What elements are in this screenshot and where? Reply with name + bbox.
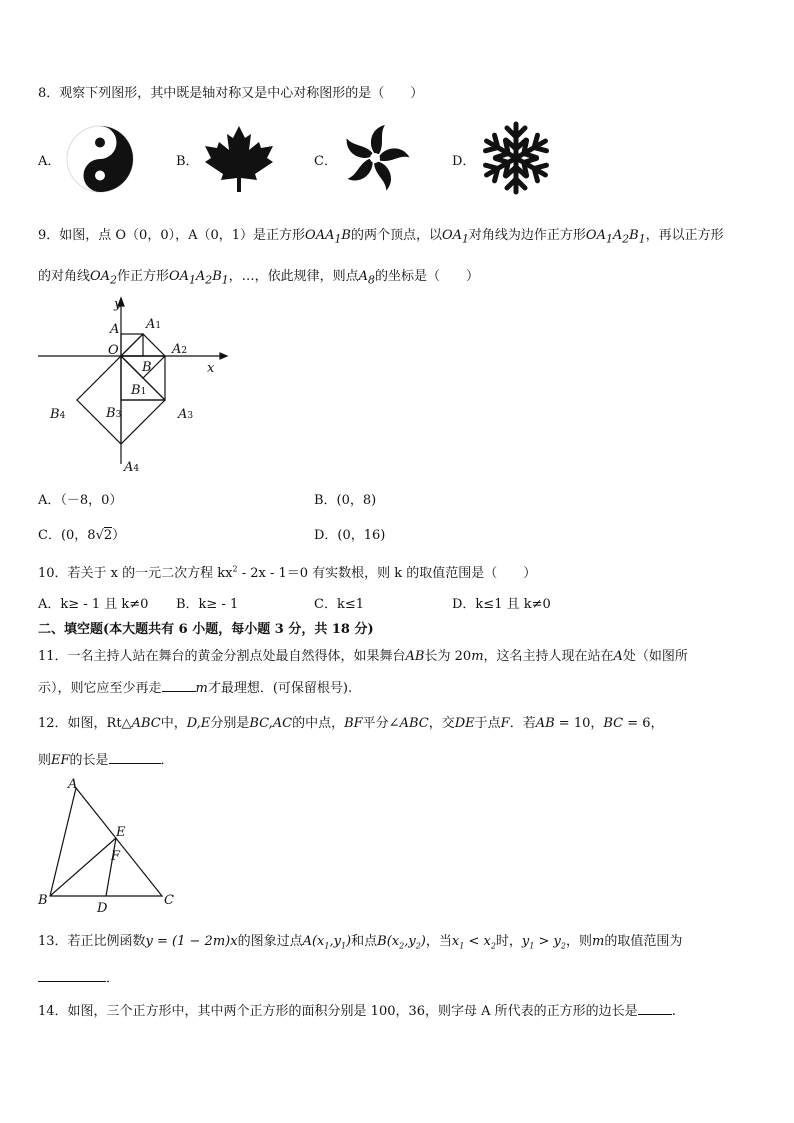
q14-answer-blank[interactable] (638, 1014, 672, 1015)
q8-option-c-label: C． (314, 154, 337, 169)
q12-label-c: C (164, 893, 174, 908)
q10-stem: 10．若关于 x 的一元二次方程 $kx^2 - 2x - 1=0$ 有实数根，则 k 的取值范围是（ ） (38, 564, 537, 581)
q12-label-f: F (111, 849, 121, 864)
q10-option-a: A．k≥ - 1 且 k≠0 (38, 597, 149, 612)
section2-title: 二、填空题(本大题共有 6 小题，每小题 3 分，共 18 分) (38, 622, 374, 637)
q9-label-b3: B3 (106, 406, 122, 421)
q12-label-e: E (116, 825, 126, 840)
q9-option-b: B．(0，8) (314, 493, 377, 508)
q9-line1: 9．如图，点 O（0，0），A（0，1）是正方形$OAA_1B$的两个顶点，以$OA_1$对角线为边作正方形$OA_1A_2B_1$，再以正方形 (38, 228, 724, 246)
q13-line1: 13．若正比例函数y = (1 − 2m)x的图象过点$A(x_1,y_1)$和点$B(x_2,y_2)$，当$x_1 < x_2$时，$y_1 > y_2$，则m的取值范围为 (38, 934, 683, 951)
q9-label-o: O (108, 343, 119, 358)
q9-label-y: y (114, 297, 122, 312)
q9-label-b: B (142, 360, 152, 375)
q9-label-a2: A2 (172, 342, 188, 357)
q8-option-a-label: A． (38, 154, 61, 169)
q10-option-c: C．k≤1 (314, 597, 364, 612)
q9-option-c: C．(0，8√2） (38, 528, 126, 543)
q12-line2: 则EF的长是 ． (38, 753, 174, 768)
q9-label-a4: A4 (124, 460, 140, 475)
q13-answer-blank[interactable] (38, 981, 106, 982)
snowflake-icon (478, 120, 554, 196)
q9-label-a: A (110, 322, 120, 337)
q10-option-b: B．k≥ - 1 (176, 597, 239, 612)
q9-label-b4: B4 (50, 407, 66, 422)
q11-answer-blank[interactable] (162, 691, 196, 692)
maple-leaf-icon (203, 124, 275, 194)
q11-line1: 11．一名主持人站在舞台的黄金分割点处最自然得体，如果舞台AB长为 20m，这名主持人现在站在A处（如图所 (38, 649, 688, 664)
q12-answer-blank[interactable] (109, 763, 161, 764)
q9-label-a1: A1 (146, 317, 162, 332)
sqrt-icon: √ (95, 528, 104, 543)
q9-option-a: A．（－8，0） (38, 493, 123, 508)
q10-option-d: D．k≤1 且 k≠0 (452, 597, 551, 612)
q12-label-a: A (68, 777, 78, 792)
q12-label-d: D (97, 901, 108, 916)
q11-line2: 示），则它应至少再走 m才最理想．(可保留根号). (38, 681, 353, 696)
bauhinia-flower-icon (339, 122, 411, 194)
q8-option-d-label: D． (452, 154, 476, 169)
q9-figure (30, 294, 230, 478)
q9-label-a3: A3 (178, 407, 194, 422)
q13-line2: ． (38, 967, 119, 986)
q9-option-d: D．(0，16) (314, 528, 386, 543)
q9-label-x: x (207, 361, 215, 376)
q9-line2: 的对角线$OA_2$作正方形$OA_1A_2B_1$，…，依此规律，则点$A_8$的坐标是（ ） (38, 269, 479, 287)
q12-label-b: B (38, 893, 48, 908)
q9-label-b1: B1 (131, 383, 147, 398)
yin-yang-icon (66, 125, 134, 193)
q14-stem: 14．如图，三个正方形中，其中两个正方形的面积分别是 100，36，则字母 A 所代表的正方形的边长是 . (38, 1004, 676, 1019)
q8-stem: 8．观察下列图形，其中既是轴对称又是中心对称图形的是（ ） (38, 86, 424, 101)
q12-figure (34, 776, 182, 916)
q8-option-b-label: B． (176, 154, 199, 169)
q12-line1: 12．如图，Rt△ABC中，D,E分别是BC,AC的中点，BF平分∠ABC，交DE于点F．若AB = 10，BC = 6， (38, 716, 664, 731)
